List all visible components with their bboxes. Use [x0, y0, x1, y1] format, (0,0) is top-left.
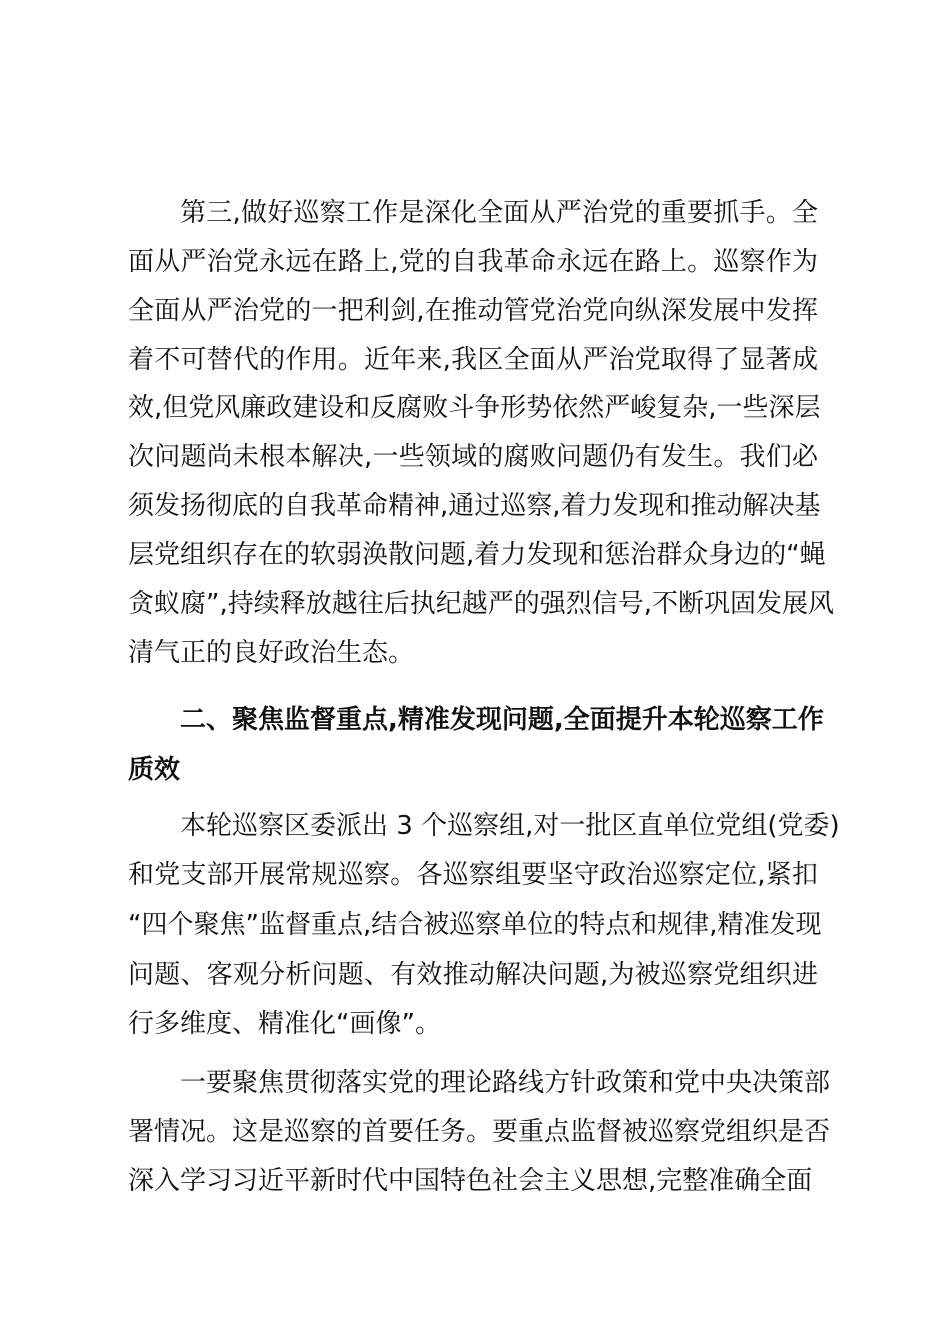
section-heading-line: 质效 [128, 755, 181, 785]
section-heading-line: 二、聚焦监督重点,精准发现问题,全面提升本轮巡察工作 [180, 705, 824, 735]
paragraph-line: 面从严治党永远在路上,党的自我革命永远在路上。巡察作为 [128, 247, 818, 277]
paragraph-line: 贪蚁腐”,持续释放越往后执纪越严的强烈信号,不断巩固发展风 [128, 589, 834, 619]
paragraph-line: 次问题尚未根本解决,一些领域的腐败问题仍有发生。我们必 [128, 442, 818, 472]
paragraph-line: 本轮巡察区委派出 3 个巡察组,对一批区直单位党组(党委) [180, 811, 840, 841]
paragraph-line: 清气正的良好政治生态。 [128, 638, 415, 668]
paragraph-line: 须发扬彻底的自我革命精神,通过巡察,着力发现和推动解决基 [128, 491, 821, 521]
paragraph-line: 深入学习习近平新时代中国特色社会主义思想,完整准确全面 [128, 1166, 813, 1196]
paragraph-line: 署情况。这是巡察的首要任务。要重点监督被巡察党组织是否 [128, 1117, 831, 1147]
paragraph-line: 全面从严治党的一把利剑,在推动管党治党向纵深发展中发挥 [128, 296, 818, 326]
paragraph-line: 效,但党风廉政建设和反腐败斗争形势依然严峻复杂,一些深层 [128, 393, 821, 423]
paragraph-line: 层党组织存在的软弱涣散问题,着力发现和惩治群众身边的“蝇 [128, 540, 826, 570]
paragraph-line: 一要聚焦贯彻落实党的理论路线方针政策和党中央决策部 [180, 1068, 831, 1098]
paragraph-line: 行多维度、精准化“画像”。 [128, 1009, 441, 1039]
paragraph-line: “四个聚焦”监督重点,结合被巡察单位的特点和规律,精准发现 [128, 910, 822, 940]
paragraph-line: 和党支部开展常规巡察。各巡察组要坚守政治巡察定位,紧扣 [128, 860, 818, 890]
paragraph-line: 着不可替代的作用。近年来,我区全面从严治党取得了显著成 [128, 345, 818, 375]
paragraph-line: 第三,做好巡察工作是深化全面从严治党的重要抓手。全 [180, 198, 818, 228]
paragraph-line: 问题、客观分析问题、有效推动解决问题,为被巡察党组织进 [128, 960, 818, 990]
